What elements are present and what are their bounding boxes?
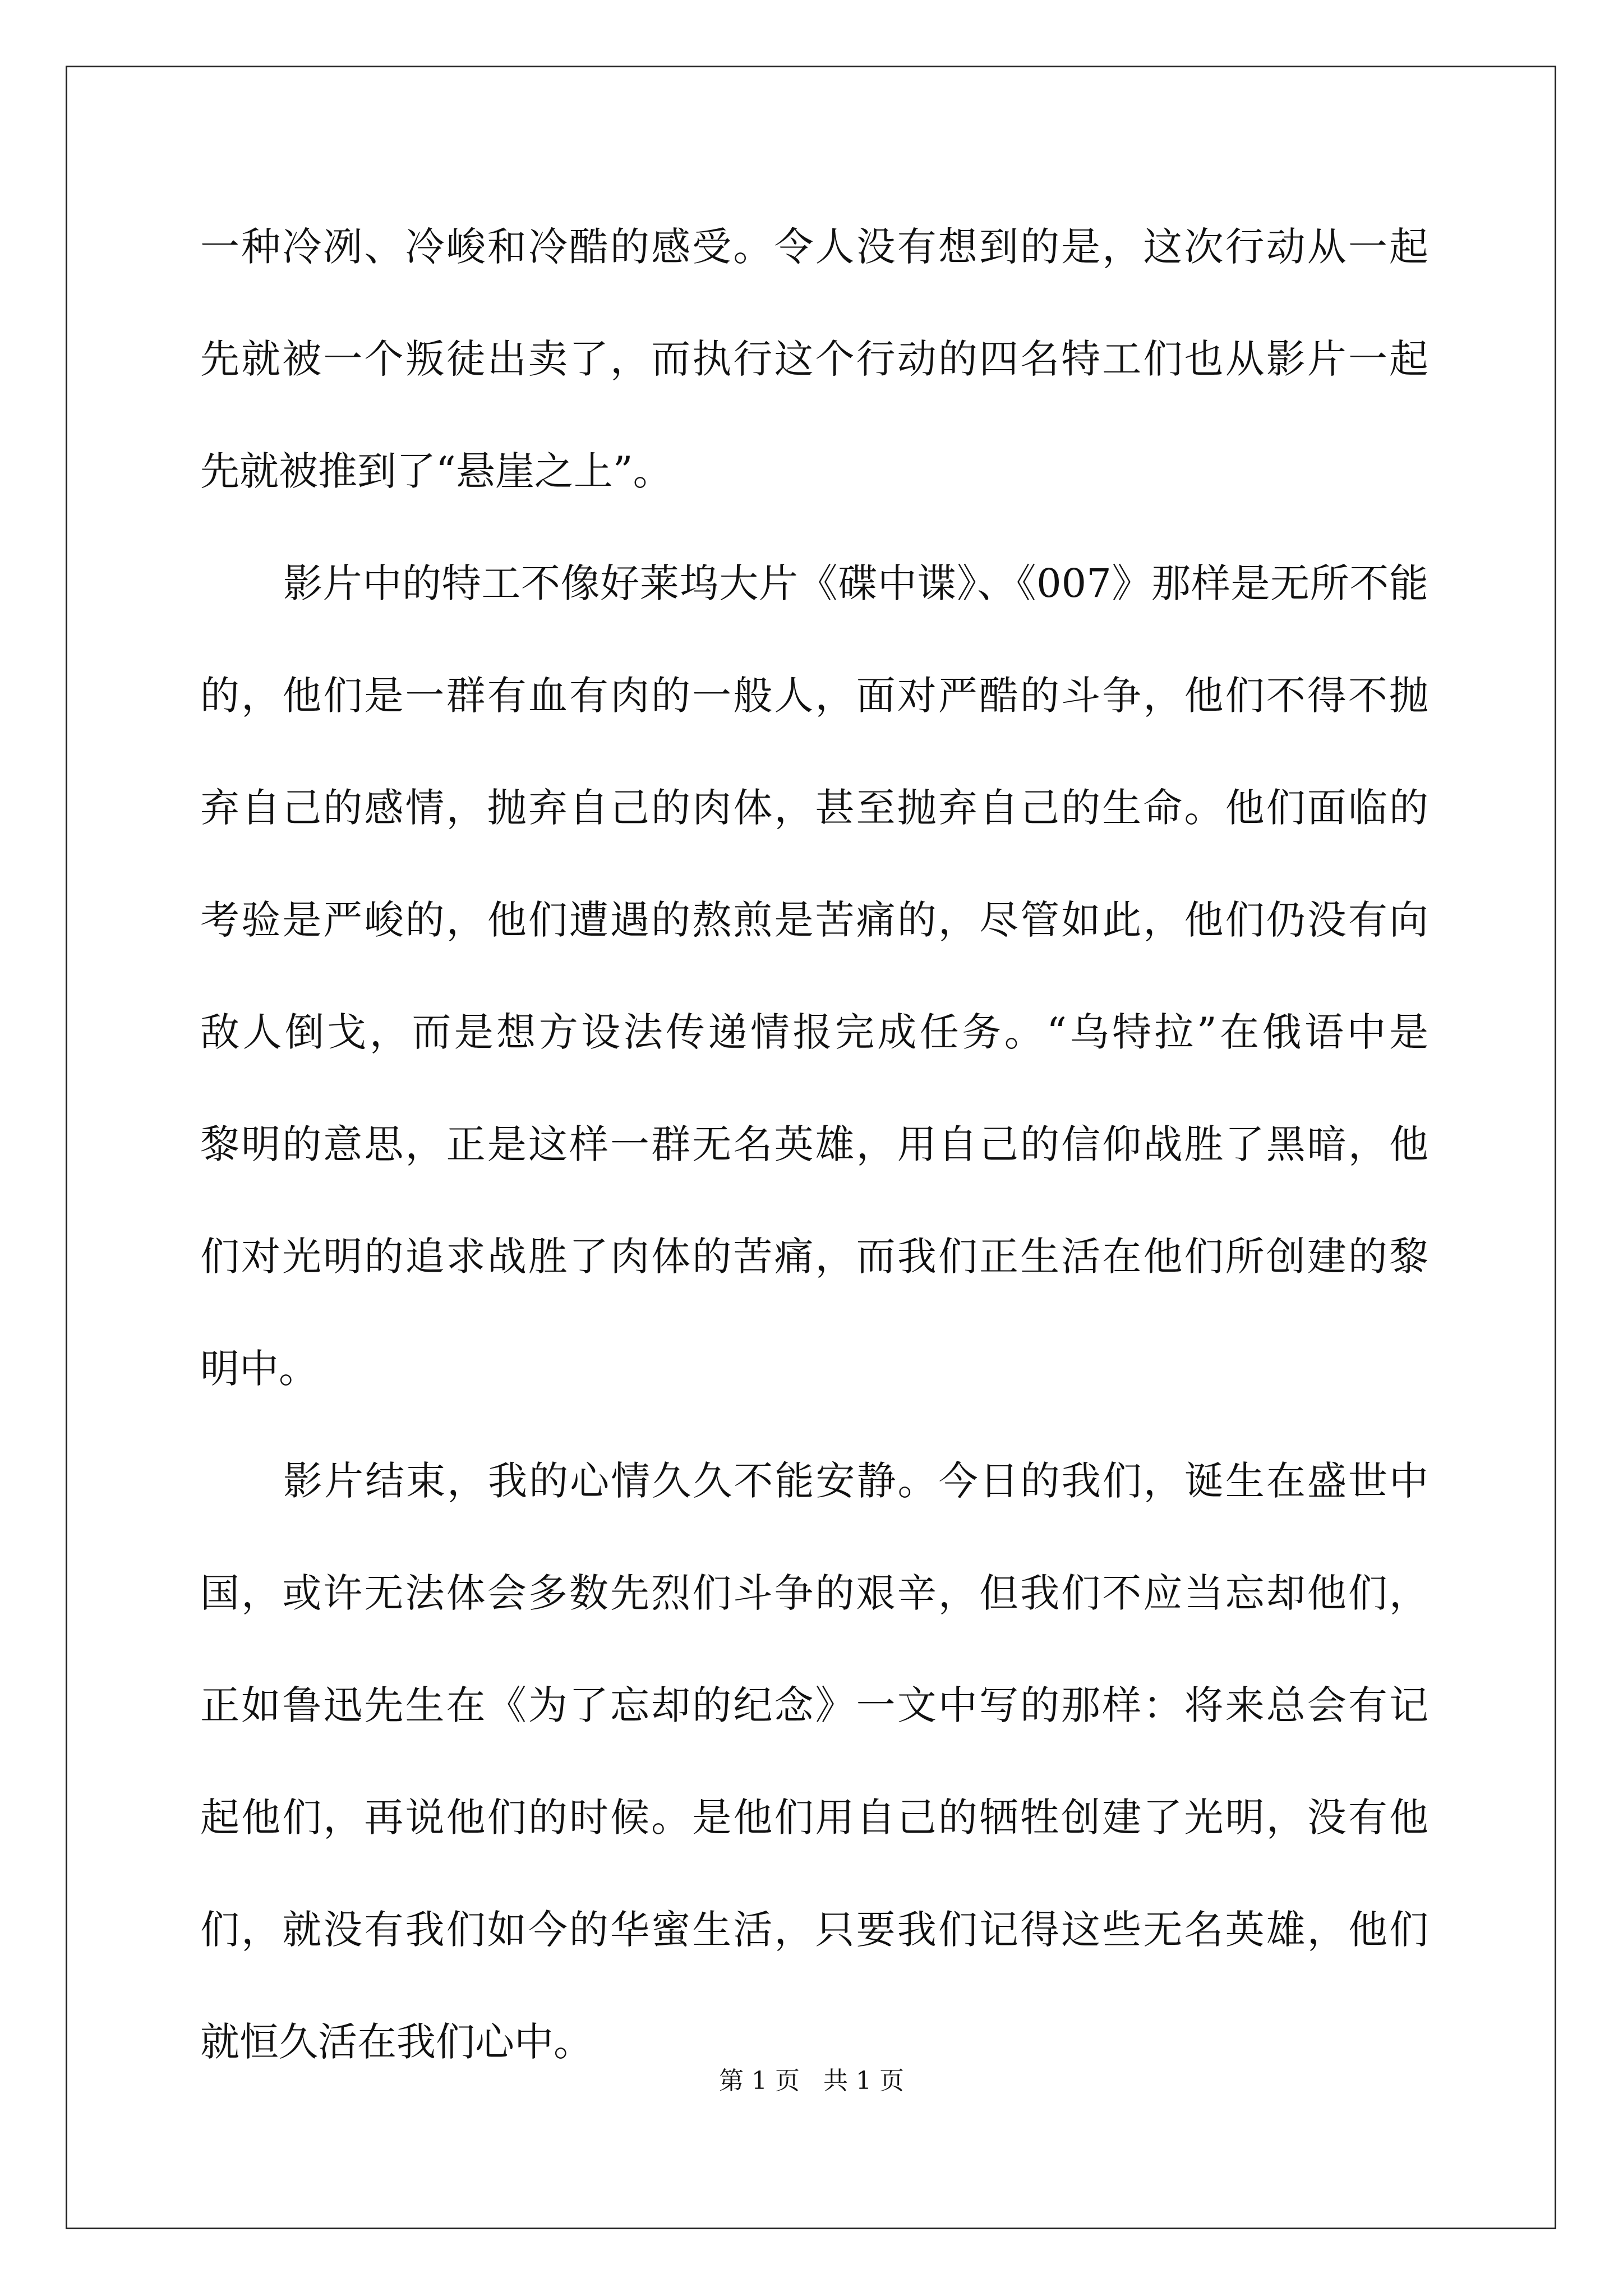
text-line: 就恒久活在我们心中。 [200,2019,593,2065]
text-line: 起他们，再说他们的时候。是他们用自己的牺牲创建了光明，没有他 [200,1795,1428,1841]
text-line: 敌人倒戈，而是想方设法传递情报完成任务。“乌特拉”在俄语中是 [200,1009,1428,1055]
text-line: 影片中的特工不像好莱坞大片《碟中谍》、《007》那样是无所不能 [283,560,1428,606]
text-line: 正如鲁迅先生在《为了忘却的纪念》一文中写的那样：将来总会有记 [200,1682,1428,1728]
text-line: 们，就没有我们如今的华蜜生活，只要我们记得这些无名英雄，他们 [200,1907,1428,1953]
text-line: 们对光明的追求战胜了肉体的苦痛，而我们正生活在他们所创建的黎 [200,1234,1428,1280]
text-line: 一种冷冽、冷峻和冷酷的感受。令人没有想到的是，这次行动从一起 [200,224,1428,270]
text-line: 明中。 [200,1346,318,1392]
page-footer: 第 1 页 共 1 页 [719,2067,904,2095]
text-line: 先就被推到了“悬崖之上”。 [200,448,672,494]
text-line: 弃自己的感情，抛弃自己的肉体，甚至抛弃自己的生命。他们面临的 [200,785,1428,831]
text-line: 考验是严峻的，他们遭遇的熬煎是苦痛的，尽管如此，他们仍没有向 [200,897,1428,943]
text-line: 的，他们是一群有血有肉的一般人，面对严酷的斗争，他们不得不抛 [200,673,1428,719]
text-line: 国，或许无法体会多数先烈们斗争的艰辛，但我们不应当忘却他们， [200,1570,1428,1616]
text-line: 影片结束，我的心情久久不能安静。今日的我们，诞生在盛世中 [283,1458,1428,1504]
text-line: 黎明的意思，正是这样一群无名英雄，用自己的信仰战胜了黑暗，他 [200,1121,1428,1167]
text-line: 先就被一个叛徒出卖了，而执行这个行动的四名特工们也从影片一起 [200,336,1428,382]
